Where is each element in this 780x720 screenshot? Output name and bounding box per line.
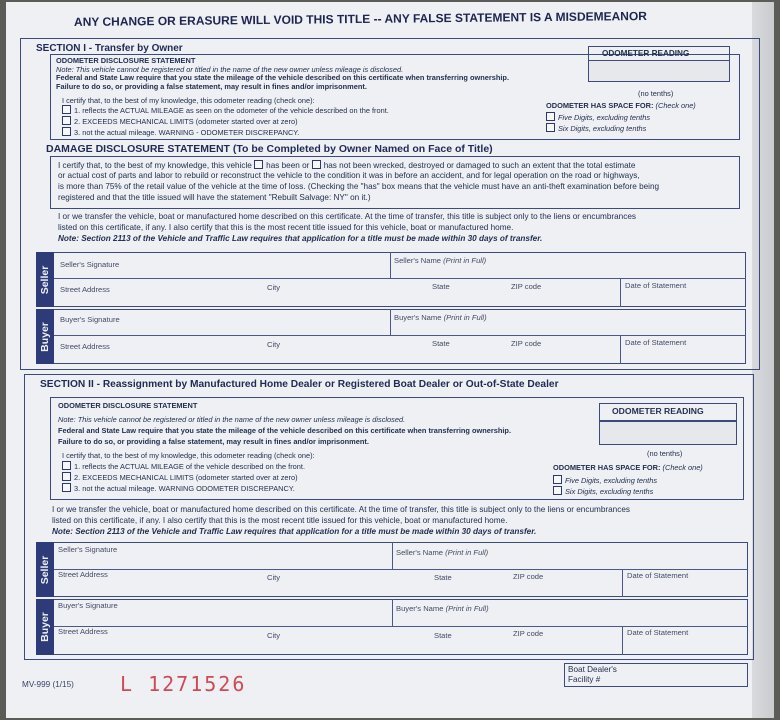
section2-odometer-warn2: Failure to do so, or providing a false statement, may result in fines and/or imprisonment. [58, 437, 369, 446]
section1-seller-block [36, 252, 746, 307]
damage-text: has been or [266, 161, 310, 170]
checkbox[interactable] [62, 116, 71, 125]
section1-odometer-warn2: Failure to do so, or providing a false statement, may result in fines and/or imprisonment. [56, 82, 367, 91]
section2-option-1[interactable] [62, 461, 305, 471]
section1-odometer-warn1: Federal and State Law require that you state the mileage of the vehicle described on this certificate when transferring ownership. [56, 73, 509, 82]
buyer-zip-field[interactable]: ZIP code [511, 339, 542, 348]
section2-odometer-heading: ODOMETER DISCLOSURE STATEMENT [58, 401, 198, 410]
field-label: Seller's Name [394, 256, 442, 265]
option-label: 3. not the actual mileage. WARNING ODOMETER DISCREPANCY. [74, 484, 295, 493]
checkbox[interactable] [546, 123, 555, 132]
s2-seller-date-field[interactable]: Date of Statement [627, 571, 689, 580]
buyer-state-field[interactable]: State [432, 339, 450, 348]
section1-no-tenths: (no tenths) [638, 89, 674, 98]
s2-seller-city-field[interactable]: City [267, 573, 281, 582]
section1-option-2[interactable] [62, 116, 298, 126]
form-id: MV-999 (1/15) [22, 680, 74, 689]
section2-transfer-1: I or we transfer the vehicle, boat or manufactured home described on this certificate. At the time of transfer, this title is subject only to the liens or encumbrances [52, 505, 630, 514]
damage-line-4: registered and that the title issued will have the statement "Rebuilt Salvage: NY" on it.) [58, 193, 371, 202]
s2-buyer-state-field[interactable]: State [434, 631, 452, 640]
option-label: 1. reflects the ACTUAL MILEAGE of the vehicle described on the front. [74, 462, 306, 471]
void-warning-banner: ANY CHANGE OR ERASURE WILL VOID THIS TITLE -- ANY FALSE STATEMENT IS A MISDEMEANOR [73, 9, 647, 29]
option-label: 3. not the actual mileage. WARNING - ODOMETER DISCREPANCY. [74, 128, 300, 137]
serial-number: L 1271526 [120, 672, 247, 696]
seller-street-field[interactable]: Street Address [60, 285, 110, 294]
section2-odometer-reading-label: ODOMETER READING [612, 406, 704, 416]
s2-buyer-date-field[interactable]: Date of Statement [627, 628, 689, 637]
section1-transfer-1: I or we transfer the vehicle, boat or manufactured home described on this certificate. At the time of transfer, this title is subject only to the liens or encumbrances [58, 212, 636, 221]
section1-space-label [546, 101, 696, 110]
seller-city-field[interactable]: City [267, 283, 281, 292]
seller-state-field[interactable]: State [432, 282, 450, 291]
has-not-been-checkbox[interactable] [312, 160, 321, 169]
section2-odometer-reading-field[interactable] [599, 421, 737, 445]
section2-no-tenths: (no tenths) [647, 449, 683, 458]
checkbox[interactable] [62, 127, 71, 136]
seller-zip-field[interactable]: ZIP code [511, 282, 542, 291]
section2-five-digits[interactable] [553, 475, 657, 485]
space-label: ODOMETER HAS SPACE FOR: [546, 101, 654, 110]
option-label: 2. EXCEEDS MECHANICAL LIMITS (odometer started over at zero) [74, 473, 298, 482]
section2-transfer-2: listed on this certificate, if any. I also certify that this is the most recent title issued for this vehicle, boat or manufactured home. [52, 516, 508, 525]
checkbox[interactable] [546, 112, 555, 121]
s2-seller-street-field[interactable]: Street Address [58, 570, 108, 579]
option-label: Five Digits, excluding tenths [558, 113, 651, 122]
print-hint: (Print in Full) [445, 604, 489, 613]
checkbox[interactable] [62, 105, 71, 114]
section2-option-3[interactable] [62, 483, 295, 493]
section1-seller-label: Seller [36, 252, 54, 307]
seller-name-field[interactable] [394, 256, 486, 265]
section1-odometer-reading-field[interactable] [588, 60, 730, 82]
option-label: 1. reflects the ACTUAL MILEAGE as seen on the odometer of the vehicle described on the front. [74, 106, 389, 115]
section2-odometer-warn1: Federal and State Law require that you state the mileage of the vehicle described on this certificate when transferring ownership. [58, 426, 511, 435]
section2-seller-label: Seller [36, 542, 54, 597]
facility-label-2: Facility # [568, 675, 601, 684]
damage-line-2: or actual cost of parts and labor to rebuild or reconstruct the vehicle to the condition it was in before an accident, and for legal operation on the road or highways, [58, 171, 640, 180]
section1-option-1[interactable] [62, 105, 389, 115]
damage-text: I certify that, to the best of my knowledge, this vehicle [58, 161, 252, 170]
check-one: (Check one) [662, 463, 703, 472]
s2-buyer-city-field[interactable]: City [267, 631, 281, 640]
section1-certify: I certify that, to the best of my knowledge, this odometer reading (check one): [62, 96, 315, 105]
field-label: Buyer's Name [394, 313, 442, 322]
field-label: Buyer's Name [396, 604, 444, 613]
s2-buyer-name-field[interactable] [396, 604, 489, 613]
s2-buyer-signature-field[interactable]: Buyer's Signature [58, 601, 118, 610]
section2-title: SECTION II - Reassignment by Manufactured Home Dealer or Registered Boat Dealer or Out-of-State Dealer [40, 379, 559, 390]
has-been-checkbox[interactable] [254, 160, 263, 169]
section1-odometer-heading: ODOMETER DISCLOSURE STATEMENT [56, 56, 196, 65]
section1-buyer-block [36, 309, 746, 364]
buyer-name-field[interactable] [394, 313, 487, 322]
section1-title: SECTION I - Transfer by Owner [36, 43, 183, 54]
print-hint: (Print in Full) [443, 313, 487, 322]
field-label: Seller's Name [396, 548, 444, 557]
checkbox[interactable] [62, 472, 71, 481]
section2-six-digits[interactable] [553, 486, 653, 496]
s2-buyer-street-field[interactable]: Street Address [58, 627, 108, 636]
seller-date-field[interactable]: Date of Statement [625, 281, 687, 290]
print-hint: (Print in Full) [445, 548, 489, 557]
print-hint: (Print in Full) [443, 256, 487, 265]
buyer-street-field[interactable]: Street Address [60, 342, 110, 351]
section2-transfer-note: Note: Section 2113 of the Vehicle and Traffic Law requires that application for a title must be made within 30 days of transfer. [52, 527, 537, 536]
section2-certify: I certify that, to the best of my knowledge, this odometer reading (check one): [62, 451, 315, 460]
section1-transfer-2: listed on this certificate, if any. I also certify that this is the most recent title issued for this vehicle, boat or manufactured home. [58, 223, 514, 232]
damage-line-1 [58, 160, 635, 170]
seller-signature-field[interactable]: Seller's Signature [60, 260, 120, 269]
s2-seller-name-field[interactable] [396, 548, 488, 557]
s2-seller-zip-field[interactable]: ZIP code [513, 572, 544, 581]
section2-space-label [553, 463, 703, 472]
option-label: 2. EXCEEDS MECHANICAL LIMITS (odometer started over at zero) [74, 117, 298, 126]
section1-buyer-label: Buyer [36, 309, 54, 364]
checkbox[interactable] [62, 483, 71, 492]
s2-seller-signature-field[interactable]: Seller's Signature [58, 545, 118, 554]
option-label: Six Digits, excluding tenths [565, 487, 654, 496]
space-label: ODOMETER HAS SPACE FOR: [553, 463, 661, 472]
facility-label: Boat Dealer's [568, 665, 617, 674]
checkbox[interactable] [553, 486, 562, 495]
option-label: Six Digits, excluding tenths [558, 124, 647, 133]
section1-odometer-reading-label: ODOMETER READING [602, 49, 690, 58]
title-document [6, 2, 774, 718]
buyer-city-field[interactable]: City [267, 340, 281, 349]
option-label: Five Digits, excluding tenths [565, 476, 658, 485]
damage-line-3: is more than 75% of the retail value of the vehicle at the time of loss. (Checking the "has" box means that the vehicle must have an anti-theft examination before being [58, 182, 660, 191]
damage-disclosure-title: DAMAGE DISCLOSURE STATEMENT (To be Completed by Owner Named on Face of Title) [46, 143, 493, 155]
section2-option-2[interactable] [62, 472, 298, 482]
buyer-date-field[interactable]: Date of Statement [625, 338, 687, 347]
checkbox[interactable] [62, 461, 71, 470]
check-one: (Check one) [655, 101, 696, 110]
section1-option-3[interactable] [62, 127, 299, 137]
section1-five-digits[interactable] [546, 112, 650, 122]
section1-odometer-note: Note: This vehicle cannot be registered or titled in the name of the new owner unless mileage is disclosed. [56, 65, 404, 74]
buyer-signature-field[interactable]: Buyer's Signature [60, 315, 120, 324]
section1-transfer-note: Note: Section 2113 of the Vehicle and Traffic Law requires that application for a title must be made within 30 days of transfer. [58, 234, 543, 243]
s2-seller-state-field[interactable]: State [434, 573, 452, 582]
checkbox[interactable] [553, 475, 562, 484]
s2-buyer-zip-field[interactable]: ZIP code [513, 629, 544, 638]
damage-text: has not been wrecked, destroyed or damaged to such an extent that the total estimate [323, 161, 636, 170]
section2-buyer-label: Buyer [36, 599, 54, 655]
section2-odometer-note: Note: This vehicle cannot be registered or titled in the name of the new owner unless mileage is disclosed. [58, 415, 406, 424]
section1-six-digits[interactable] [546, 123, 646, 133]
